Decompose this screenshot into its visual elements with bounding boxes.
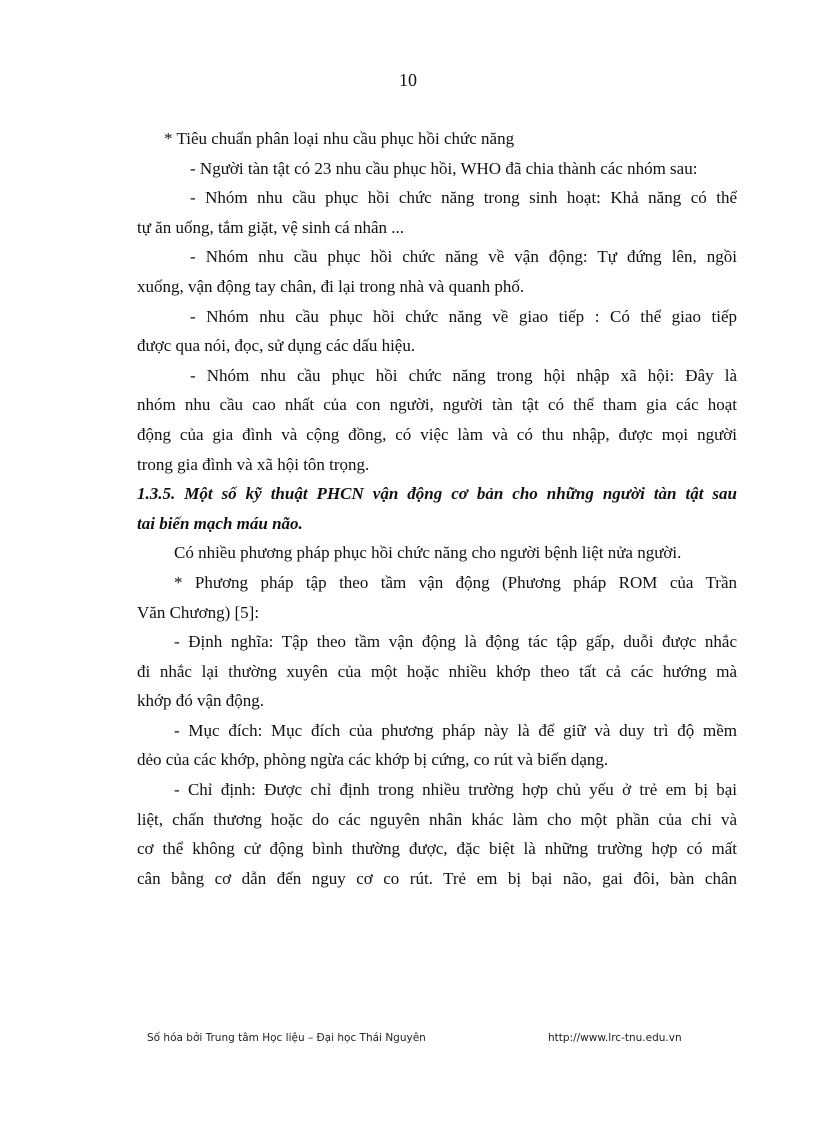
paragraph-line: liệt, chấn thương hoặc do các nguyên nhân khác làm cho một phần của chi và [137,809,737,829]
paragraph-line: được qua nói, đọc, sử dụng các dấu hiệu. [137,336,416,356]
paragraph-line: trong gia đình và xã hội tôn trọng. [137,454,370,474]
paragraph-line: Có nhiều phương pháp phục hồi chức năng cho người bệnh liệt nửa người. [174,543,682,563]
paragraph-line: khớp đó vận động. [137,691,265,711]
paragraph-line: - Nhóm nhu cầu phục hồi chức năng về giao tiếp : Có thể giao tiếp [190,306,737,326]
paragraph-line: - Nhóm nhu cầu phục hồi chức năng trong sinh hoạt: Khả năng có thể [190,188,737,208]
paragraph-line: * Phương pháp tập theo tầm vận động (Phương pháp ROM của Trần [174,572,737,592]
paragraph-line: - Nhóm nhu cầu phục hồi chức năng về vận động: Tự đứng lên, ngồi [190,247,737,267]
paragraph-line: Văn Chương) [5]: [137,602,260,622]
page-number: 10 [399,70,417,90]
paragraph-line: đi nhắc lại thường xuyên của một hoặc nhiều khớp theo tất cả các hướng mà [137,661,737,681]
paragraph-line: nhóm nhu cầu cao nhất của con người, người tàn tật có thể tham gia các hoạt [137,395,737,415]
section-heading: tai biến mạch máu não. [137,513,303,533]
paragraph-line: - Chỉ định: Được chỉ định trong nhiều trường hợp chủ yếu ở trẻ em bị bại [174,780,737,800]
paragraph-line: tự ăn uống, tắm giặt, vệ sinh cá nhân ... [137,217,404,237]
paragraph-line: dẻo của các khớp, phòng ngừa các khớp bị cứng, co rút và biến dạng. [137,750,609,770]
document-body [137,127,737,891]
section-heading: 1.3.5. Một số kỹ thuật PHCN vận động cơ bản cho những người tàn tật sau [137,484,737,504]
paragraph-line: xuống, vận động tay chân, đi lại trong nhà và quanh phố. [137,276,525,296]
paragraph-line: - Người tàn tật có 23 nhu cầu phục hồi, WHO đã chia thành các nhóm sau: [190,158,698,178]
subsection-title: * Tiêu chuẩn phân loại nhu cầu phục hồi chức năng [164,129,515,148]
paragraph-line: cân bằng cơ dẫn đến nguy cơ co rút. Trẻ em bị bại não, gai đôi, bàn chân [137,868,737,888]
paragraph-line: - Mục đích: Mục đích của phương pháp này là để giữ và duy trì độ mềm [174,720,737,740]
paragraph-line: cơ thể không cử động bình thường được, đặc biệt là những trường hợp có mất [137,839,737,859]
paragraph-line: - Định nghĩa: Tập theo tầm vận động là động tác tập gấp, duỗi được nhắc [174,632,737,652]
footer-source: Số hóa bởi Trung tâm Học liệu – Đại học Thái Nguyên [147,1032,426,1044]
footer-url: http://www.lrc-tnu.edu.vn [548,1032,682,1044]
paragraph-line: động của gia đình và cộng đồng, có việc làm và có thu nhập, được mọi người [137,424,737,444]
paragraph-line: - Nhóm nhu cầu phục hồi chức năng trong hội nhập xã hội: Đây là [190,365,737,385]
